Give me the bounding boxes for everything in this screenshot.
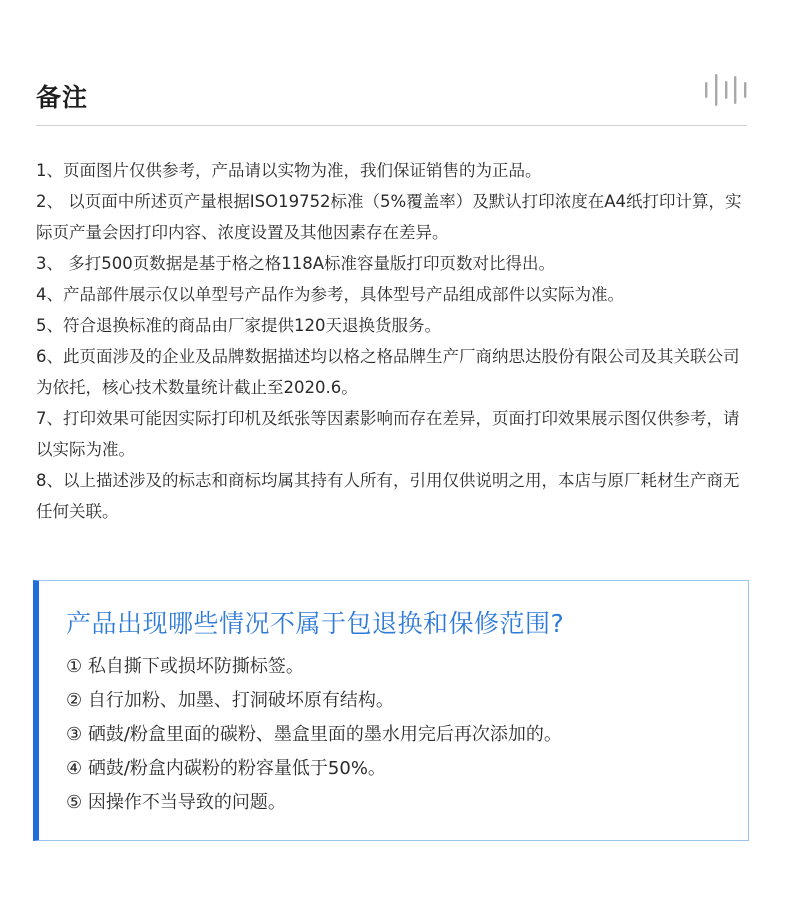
note-item: 1、页面图片仅供参考，产品请以实物为准，我们保证销售的为正品。 — [36, 161, 542, 180]
note-item: 6、此页面涉及的企业及品牌数据描述均以格之格品牌生产厂商纳思达股份有限公司及其关联公司为依托，核心技术数量统计截止至2020.6。 — [36, 347, 740, 397]
exclusion-item: ④ 硒鼓/粉盒内碳粉的粉容量低于50%。 — [66, 758, 386, 779]
note-item: 5、符合退换标准的商品由厂家提供120天退换货服务。 — [36, 316, 441, 335]
exclusion-item: ② 自行加粉、加墨、打洞破坏原有结构。 — [66, 690, 394, 711]
page-title: 备注 — [36, 83, 89, 112]
sound-bars-icon — [704, 74, 747, 106]
notes-header — [36, 74, 747, 126]
exclusion-item: ① 私自撕下或损坏防撕标签。 — [66, 656, 304, 677]
exclusions-list — [66, 650, 562, 820]
exclusion-item: ⑤ 因操作不当导致的问题。 — [66, 792, 286, 813]
exclusions-box — [33, 580, 749, 841]
note-item: 4、产品部件展示仅以单型号产品作为参考，具体型号产品组成部件以实际为准。 — [36, 285, 624, 304]
note-item: 2、 以页面中所述页产量根据ISO19752标准（5%覆盖率）及默认打印浓度在A4纸打印计算，实际页产量会因打印内容、浓度设置及其他因素存在差异。 — [36, 192, 742, 242]
notes-list — [36, 155, 748, 527]
note-item: 3、 多打500页数据是基于格之格118A标准容量版打印页数对比得出。 — [36, 254, 556, 273]
note-item: 8、以上描述涉及的标志和商标均属其持有人所有，引用仅供说明之用，本店与原厂耗材生产商无任何关联。 — [36, 471, 740, 521]
exclusions-title: 产品出现哪些情况不属于包退换和保修范围? — [66, 609, 565, 638]
note-item: 7、打印效果可能因实际打印机及纸张等因素影响而存在差异，页面打印效果展示图仅供参考，请以实际为准。 — [36, 409, 740, 459]
exclusion-item: ③ 硒鼓/粉盒里面的碳粉、墨盒里面的墨水用完后再次添加的。 — [66, 724, 562, 745]
